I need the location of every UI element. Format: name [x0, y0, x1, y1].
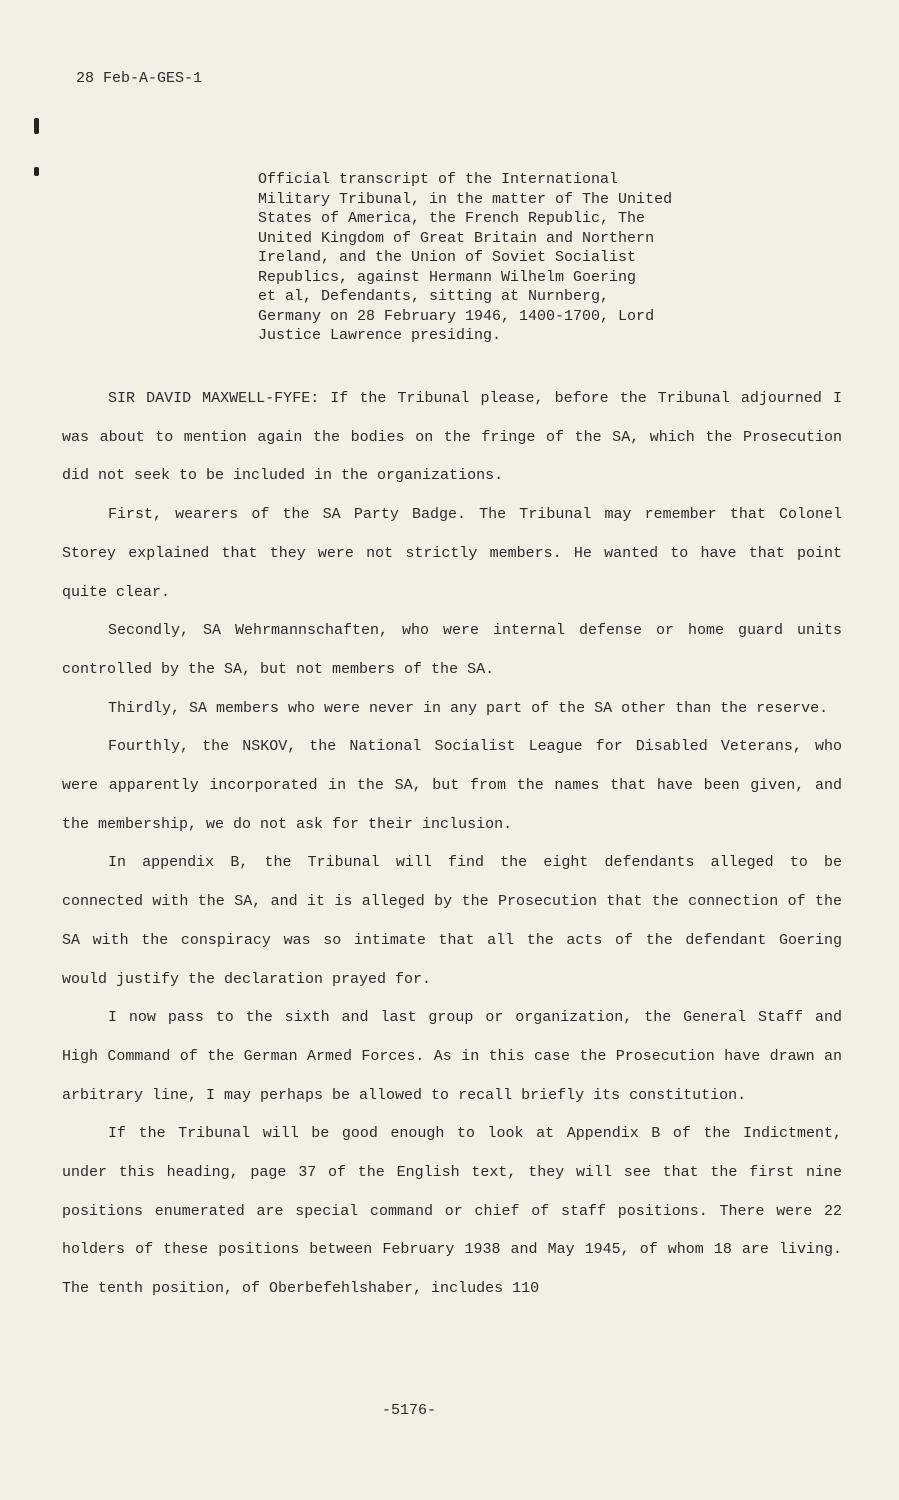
paragraph: SIR DAVID MAXWELL-FYFE: If the Tribunal please, before the Tribunal adjourned I was about to mention again the bodies on the fringe of the SA, which the Prosecution did not seek to be included in the organizations.: [62, 390, 842, 485]
transcript-body: [62, 380, 842, 1309]
paragraph: Thirdly, SA members who were never in any part of the SA other than the reserve.: [108, 699, 829, 717]
paragraph: Secondly, SA Wehrmannschaften, who were internal defense or home guard units controlled by the SA, but not members of the SA.: [62, 622, 842, 678]
paragraph: Fourthly, the NSKOV, the National Socialist League for Disabled Veterans, who were apparently incorporated in the SA, but from the names that have been given, and the membership, we do not ask for their inclusion.: [62, 738, 842, 833]
paragraph: If the Tribunal will be good enough to look at Appendix B of the Indictment, under this heading, page 37 of the English text, they will see that the first nine positions enumerated are special command or chief of staff positions. There were 22 holders of these positions between February 1938 and May 1945, of whom 18 are living. The tenth position, of Oberbefehlshaber, includes 110: [62, 1125, 842, 1298]
transcript-header: Official transcript of the International Military Tribunal, in the matter of The United States of America, the French Republic, The United Kingdom of Great Britain and Northern Ireland, and the Union of Soviet Socialist Republics, against Hermann Wilhelm Goering et al, Defendants, sitting at Nurnberg, Germany on 28 February 1946, 1400-1700, Lord Justice Lawrence presiding.: [258, 171, 673, 344]
margin-mark: [34, 167, 39, 176]
margin-mark: [34, 118, 39, 134]
paragraph: First, wearers of the SA Party Badge. The Tribunal may remember that Colonel Storey explained that they were not strictly members. He wanted to have that point quite clear.: [62, 506, 842, 601]
page-identifier: 28 Feb-A-GES-1: [76, 70, 203, 87]
page-number: -5176-: [382, 1402, 437, 1419]
paragraph: In appendix B, the Tribunal will find the eight defendants alleged to be connected with the SA, and it is alleged by the Prosecution that the connection of the SA with the conspiracy was so intimate that all the acts of the defendant Goering would justify the declaration prayed for.: [62, 854, 842, 988]
paragraph: I now pass to the sixth and last group or organization, the General Staff and High Command of the German Armed Forces. As in this case the Prosecution have drawn an arbitrary line, I may perhaps be allowed to recall briefly its constitution.: [62, 1009, 842, 1104]
